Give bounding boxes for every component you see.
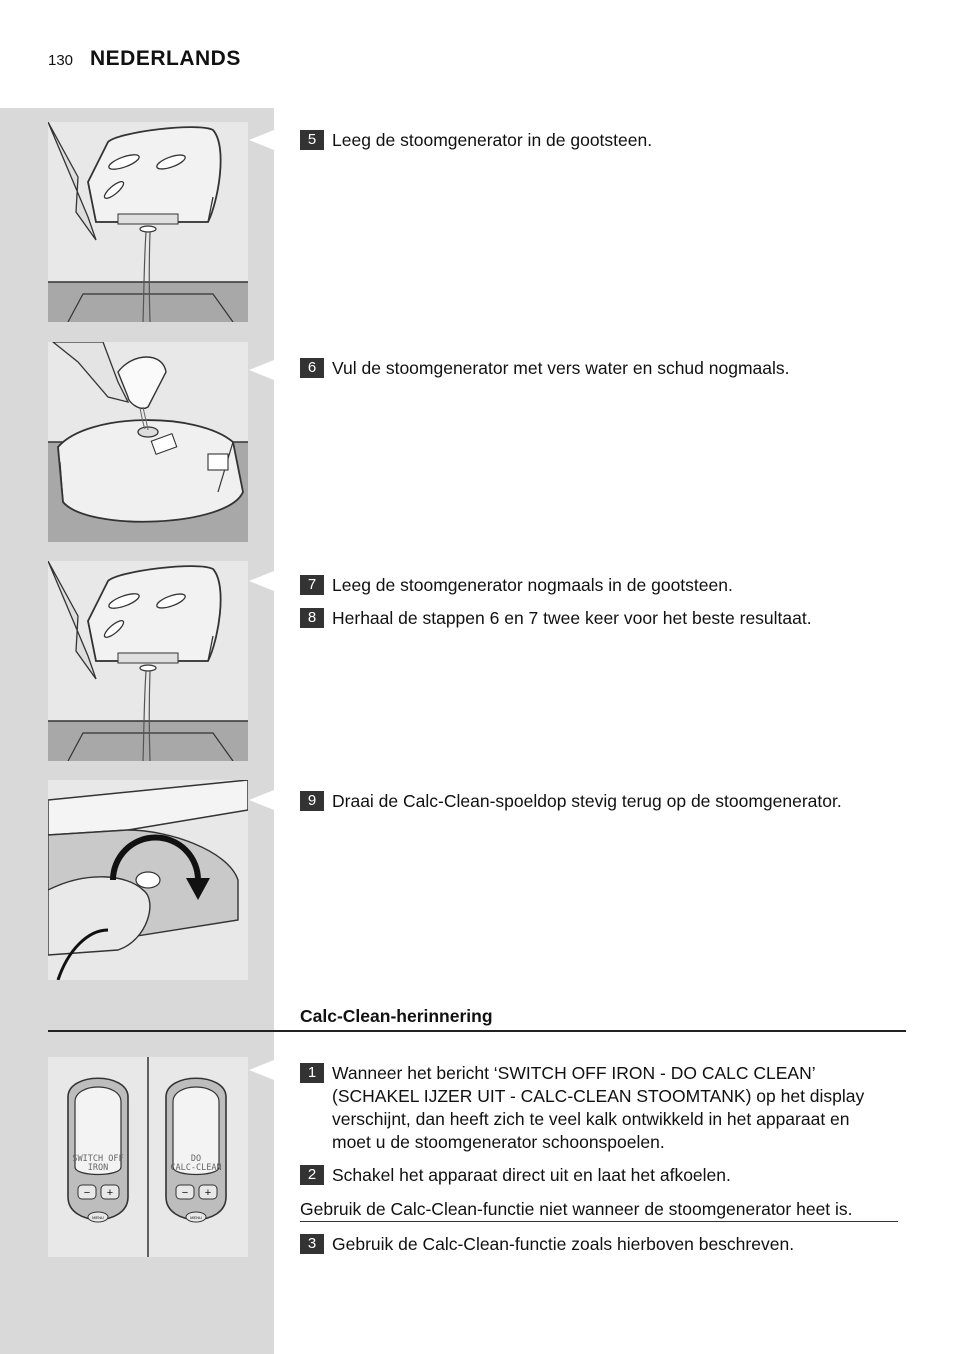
plus-icon: + [106, 1187, 114, 1199]
step-text: Wanneer het bericht ‘SWITCH OFF IRON - DO CALC CLEAN’ (SCHAKEL IJZER UIT - CALC-CLEAN STOOMTANK) op het display verschijnt, dan heeft zich te veel kalk ontwikkeld in het apparaat en moet u de stoomgenerator schoonspoelen. [332, 1063, 865, 1152]
step-9 [300, 790, 910, 813]
step-number: 2 [300, 1165, 324, 1185]
step-5 [300, 129, 910, 152]
step-number: 9 [300, 791, 324, 811]
panel-pointer [249, 790, 274, 810]
step-number: 7 [300, 575, 324, 595]
panel-pointer [249, 130, 274, 150]
menu-button-label: MENU [190, 1215, 202, 1220]
illustration-fill-generator [48, 342, 248, 542]
plus-icon: + [204, 1187, 212, 1199]
minus-icon: − [181, 1187, 189, 1199]
step-text: Schakel het apparaat direct uit en laat het afkoelen. [332, 1165, 731, 1185]
step-number: 1 [300, 1063, 324, 1083]
display-left-line1: SWITCH OFF [72, 1154, 124, 1164]
step-text: Gebruik de Calc-Clean-functie zoals hierboven beschreven. [332, 1234, 795, 1254]
display-left [68, 1078, 128, 1222]
panel-pointer [249, 571, 274, 591]
menu-button-label: MENU [92, 1215, 104, 1220]
step-6 [300, 357, 910, 380]
section-divider [48, 1030, 906, 1032]
step-number: 8 [300, 608, 324, 628]
warning-text: Gebruik de Calc-Clean-functie niet wanneer de stoomgenerator heet is. [300, 1199, 853, 1219]
section-title: Calc-Clean-herinnering [300, 1006, 493, 1026]
step-text: Leeg de stoomgenerator in de gootsteen. [332, 130, 653, 150]
display-right-line2: CALC-CLEAN [170, 1163, 222, 1173]
illustration-empty-generator [48, 122, 248, 322]
display-right [166, 1078, 226, 1222]
step-number: 5 [300, 130, 324, 150]
step-8 [300, 607, 910, 630]
illustration-display-messages [48, 1057, 248, 1257]
section-step-1 [300, 1062, 890, 1154]
step-text: Herhaal de stappen 6 en 7 twee keer voor het beste resultaat. [332, 608, 812, 628]
section-step-3 [300, 1233, 910, 1256]
page-number: 130 [48, 52, 74, 69]
step-number: 3 [300, 1234, 324, 1254]
step-text: Vul de stoomgenerator met vers water en schud nogmaals. [332, 358, 790, 378]
step-7 [300, 574, 910, 597]
section-step-2 [300, 1164, 910, 1187]
page-language-title: NEDERLANDS [90, 47, 241, 70]
display-left-line2: IRON [87, 1163, 109, 1173]
display-right-line1: DO [190, 1154, 202, 1164]
warning-underline [300, 1221, 898, 1222]
step-text: Draai de Calc-Clean-spoeldop stevig terug op de stoomgenerator. [332, 791, 842, 811]
minus-icon: − [83, 1187, 91, 1199]
panel-pointer [249, 360, 274, 380]
illustration-empty-generator-again [48, 561, 248, 761]
step-text: Leeg de stoomgenerator nogmaals in de gootsteen. [332, 575, 733, 595]
panel-pointer [249, 1060, 274, 1080]
step-number: 6 [300, 358, 324, 378]
illustration-screw-cap [48, 780, 248, 980]
